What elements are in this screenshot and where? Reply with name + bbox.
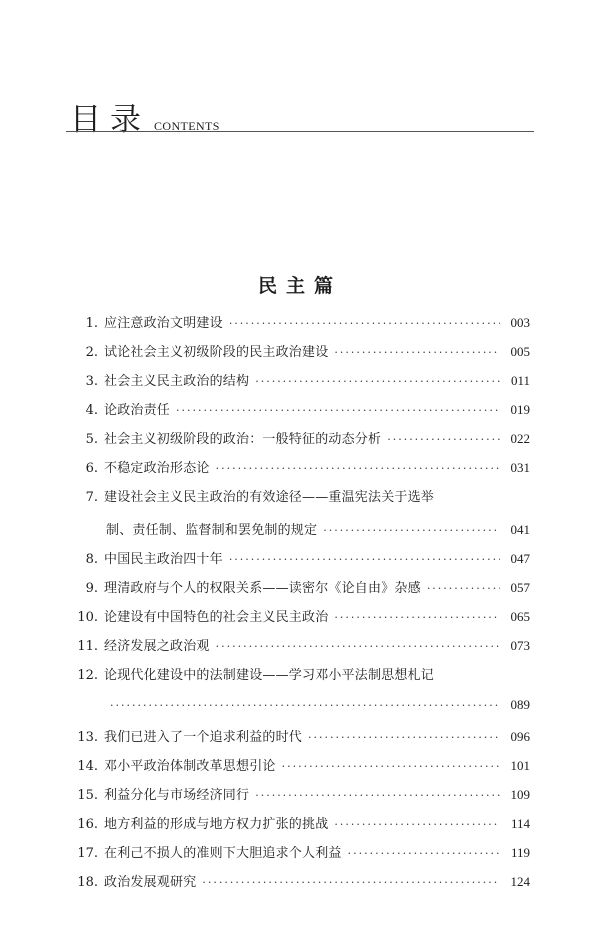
entry-page: 031: [510, 460, 530, 475]
dot-leader: [282, 760, 500, 773]
entry-number: 1.: [85, 316, 98, 331]
entry-page: 114: [510, 816, 530, 831]
entry-number: 6.: [85, 461, 98, 476]
toc-entry[interactable]: [76, 664, 530, 697]
dot-leader: [255, 375, 500, 388]
entry-page: 047: [510, 551, 530, 566]
toc-entry[interactable]: [76, 606, 530, 635]
entry-page: 089: [510, 697, 530, 712]
entry-title: 邓小平政治体制改革思想引论: [104, 759, 276, 774]
entry-page: 019: [510, 402, 530, 417]
entry-page: 073: [510, 638, 530, 653]
dot-leader: [348, 847, 500, 860]
entry-number: 18.: [77, 875, 98, 890]
entry-title: 地方利益的形成与地方权力扩张的挑战: [104, 817, 329, 832]
toc-list: [76, 312, 530, 900]
entry-number: 7.: [85, 490, 98, 505]
entry-number: 9.: [85, 581, 98, 596]
dot-leader: [216, 462, 500, 475]
dot-leader: [202, 876, 500, 889]
toc-entry[interactable]: [76, 813, 530, 842]
page-subtitle: CONTENTS: [154, 119, 220, 133]
dot-leader: [334, 818, 500, 831]
entry-number: 16.: [77, 817, 98, 832]
dot-leader: [176, 404, 500, 417]
dot-leader: [229, 317, 500, 330]
entry-title: 在利己不损人的准则下大胆追求个人利益: [104, 846, 342, 861]
entry-number: 11.: [77, 639, 98, 654]
entry-number: 15.: [77, 788, 98, 803]
entry-page: 041: [510, 522, 530, 537]
entry-page: 003: [510, 315, 530, 330]
entry-page: 057: [510, 580, 530, 595]
toc-entry[interactable]: [76, 871, 530, 900]
entry-number: 14.: [77, 759, 98, 774]
entry-number: 2.: [85, 345, 98, 360]
header-divider: [66, 131, 534, 132]
dot-leader: [427, 582, 500, 595]
dot-leader: [387, 433, 500, 446]
dot-leader: [334, 346, 500, 359]
dot-leader: [334, 611, 500, 624]
entry-page: 124: [510, 874, 530, 889]
entry-title: 论建设有中国特色的社会主义民主政治: [104, 610, 329, 625]
entry-page: 109: [510, 787, 530, 802]
section-title: 民主篇: [257, 275, 342, 297]
entry-page: 101: [510, 758, 530, 773]
dot-leader: [308, 731, 500, 744]
entry-page: 096: [510, 729, 530, 744]
entry-title-continued: 制、责任制、监督制和罢免制的规定: [106, 523, 318, 538]
dot-leader: [323, 524, 500, 537]
toc-entry[interactable]: [76, 577, 530, 606]
entry-title: 中国民主政治四十年: [104, 552, 223, 567]
entry-title: 不稳定政治形态论: [104, 461, 210, 476]
dot-leader: [216, 640, 500, 653]
entry-number: 12.: [77, 668, 98, 683]
entry-title: 论政治责任: [104, 403, 171, 418]
toc-entry[interactable]: [76, 341, 530, 370]
entry-title: 我们已进入了一个追求利益的时代: [104, 730, 303, 745]
dot-leader: [255, 789, 500, 802]
entry-title: 应注意政治文明建设: [104, 316, 223, 331]
toc-entry[interactable]: [76, 842, 530, 871]
entry-number: 13.: [77, 730, 98, 745]
dot-leader: [110, 699, 500, 712]
toc-entry[interactable]: [76, 726, 530, 755]
entry-page: 005: [510, 344, 530, 359]
toc-entry[interactable]: [76, 370, 530, 399]
entry-number: 4.: [85, 403, 98, 418]
entry-title: 政治发展观研究: [104, 875, 197, 890]
toc-entry[interactable]: [76, 457, 530, 486]
entry-title: 社会主义初级阶段的政治：一般特征的动态分析: [104, 432, 382, 447]
toc-entry[interactable]: [76, 428, 530, 457]
entry-title: 试论社会主义初级阶段的民主政治建设: [104, 345, 329, 360]
toc-entry[interactable]: [76, 635, 530, 664]
entry-number: 8.: [85, 552, 98, 567]
entry-page: 119: [510, 845, 530, 860]
page-title: 目录: [70, 102, 150, 138]
entry-page: 011: [510, 373, 530, 388]
entry-title: 论现代化建设中的法制建设——学习邓小平法制思想札记: [104, 668, 435, 683]
toc-entry[interactable]: [76, 548, 530, 577]
entry-title: 理清政府与个人的权限关系——读密尔《论自由》杂感: [104, 581, 421, 596]
toc-entry[interactable]: [76, 399, 530, 428]
entry-title: 社会主义民主政治的结构: [104, 374, 250, 389]
entry-number: 3.: [85, 374, 98, 389]
toc-entry-continuation[interactable]: [76, 519, 530, 548]
dot-leader: [229, 553, 500, 566]
toc-entry-continuation[interactable]: [76, 697, 530, 726]
entry-number: 10.: [77, 610, 98, 625]
toc-entry[interactable]: [76, 755, 530, 784]
entry-page: 022: [510, 431, 530, 446]
entry-number: 5.: [85, 432, 98, 447]
entry-title: 建设社会主义民主政治的有效途径——重温宪法关于选举: [104, 490, 435, 505]
entry-title: 利益分化与市场经济同行: [104, 788, 250, 803]
toc-entry[interactable]: [76, 486, 530, 519]
entry-title: 经济发展之政治观: [104, 639, 210, 654]
toc-entry[interactable]: [76, 784, 530, 813]
toc-entry[interactable]: [76, 312, 530, 341]
toc-header: [70, 94, 220, 139]
entry-page: 065: [510, 609, 530, 624]
entry-number: 17.: [77, 846, 98, 861]
